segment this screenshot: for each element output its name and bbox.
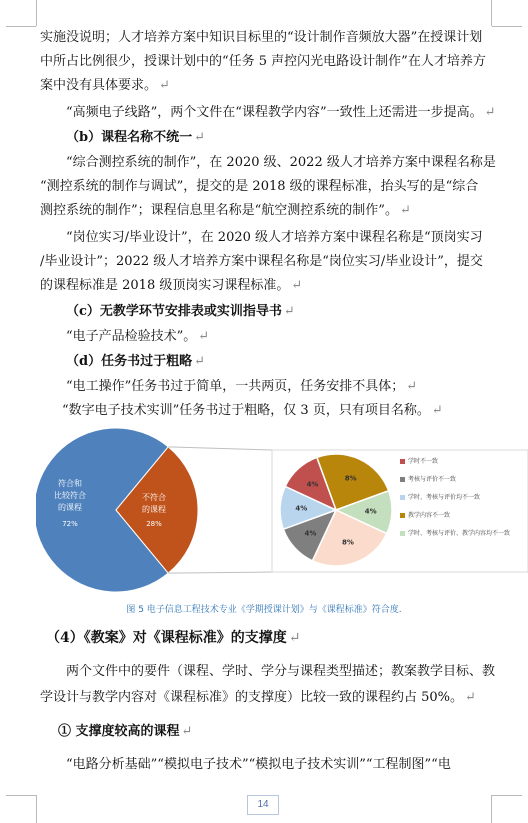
crop-mark-top-left-v	[36, 0, 37, 26]
figure-chart	[36, 426, 528, 596]
slice-value: 4%	[295, 504, 308, 513]
paragraph-line: 实施没说明；人才培养方案中知识目标里的“设计制作音频放大器”在授课计划	[40, 30, 483, 45]
section-heading	[40, 350, 492, 374]
legend-swatch	[400, 495, 405, 500]
paragraph-line: “岗位实习/毕业设计”，在 2020 级人才培养方案中课程名称是“顶岗实习	[66, 230, 483, 245]
slice-label: 的课程	[58, 503, 82, 512]
legend-swatch	[400, 459, 405, 464]
slice-label: 不符合	[142, 493, 166, 502]
paragraph-mark: ↵	[283, 304, 295, 319]
paragraph-mark: ↵	[194, 354, 205, 369]
legend-item	[400, 492, 480, 501]
heading-text: （4）《教案》对《课程标准》的支撑度	[46, 630, 287, 646]
paragraph-mark: ↵	[181, 724, 193, 739]
slice-value: 4%	[304, 529, 317, 538]
slice-value: 8%	[341, 538, 354, 547]
paragraph-mark: ↵	[198, 329, 210, 344]
paragraph-mark: ↵	[484, 105, 496, 120]
paragraph-line	[40, 101, 496, 125]
heading-text: （b）课程名称不统一	[66, 130, 193, 145]
page-number: 14	[247, 795, 279, 815]
connector-line	[168, 572, 272, 573]
figure-caption: 图 5 电子信息工程技术专业《学期授课计划》与《课程标准》符合度.	[126, 605, 402, 615]
paragraph-mark: ↵	[194, 130, 205, 145]
paragraph-line	[40, 74, 492, 98]
section-heading	[40, 300, 492, 324]
legend-label: 学时不一致	[408, 458, 439, 465]
legend-item	[400, 456, 438, 465]
paragraph-text: 学设计与教学内容对《课程标准》的支撑度）比较一致的课程约占 50%。	[40, 690, 464, 705]
heading-text: （d）任务书过于粗略	[66, 354, 193, 369]
paragraph-text: 的课程标准是 2018 级顶岗实习课程标准。	[40, 278, 290, 293]
paragraph-line	[62, 399, 514, 423]
legend-item	[400, 528, 510, 537]
legend-swatch	[400, 477, 405, 482]
paragraph-text: “高频电子线路”，两个文件在“课程教学内容”一致性上还需进一步提高。	[66, 105, 483, 120]
slice-value: 4%	[364, 507, 377, 516]
crop-mark-bottom-left-v	[36, 795, 37, 823]
slice-value: 28%	[146, 520, 162, 528]
section-heading	[58, 720, 510, 744]
legend-item	[400, 510, 450, 519]
crop-mark-bottom-left-h	[6, 795, 36, 796]
connector-line	[168, 447, 272, 450]
crop-mark-top-right-h	[492, 26, 522, 27]
heading-text: （c）无教学环节安排表或实训指导书	[66, 304, 282, 319]
legend-swatch	[400, 531, 405, 536]
paragraph-line: 中所占比例很少，授课计划中的“任务 5 声控闪光电路设计制作”在人才培养方	[40, 54, 486, 69]
slice-label: 比较符合	[54, 491, 86, 500]
crop-mark-top-left-h	[6, 26, 36, 27]
legend-label: 学时、考核与评价均不一致	[408, 494, 481, 501]
slice-value: 8%	[344, 474, 357, 483]
slice-value: 72%	[62, 520, 78, 528]
crop-mark-bottom-right-v	[491, 795, 492, 823]
slice-label: 符合和	[58, 479, 82, 488]
paragraph-mark: ↵	[159, 78, 170, 93]
paragraph-line: /毕业设计”；2022 级人才培养方案中课程名称是“岗位实习/毕业设计”，提交	[40, 254, 483, 269]
paragraph-text: 测控系统的制作”；课程信息里名称是“航空测控系统的制作”。	[40, 203, 398, 218]
heading-text: ① 支撑度较高的课程	[58, 724, 180, 739]
paragraph-line: 两个文件中的要件（课程、学时、学分与课程类型描述；教案教学目标、教	[66, 664, 496, 679]
paragraph-mark: ↵	[399, 203, 411, 218]
slice-value: 4%	[306, 480, 319, 489]
crop-mark-top-right-v	[491, 0, 492, 26]
legend-label: 学时、考核与评价、教学内容均不一致	[408, 530, 511, 537]
paragraph-line	[40, 686, 492, 710]
paragraph-line: “电路分析基础”“模拟电子技术”“模拟电子技术实训”“工程制图”“电	[66, 757, 451, 772]
paragraph-mark: ↵	[406, 379, 418, 394]
paragraph-text: 案中没有具体要求。	[40, 78, 158, 93]
paragraph-line: “综合测控系统的制作”，在 2020 级、2022 级人才培养方案中课程名称是	[66, 155, 496, 170]
paragraph-mark: ↵	[288, 630, 301, 646]
paragraph-line	[40, 274, 492, 298]
paragraph-mark: ↵	[291, 278, 303, 293]
slice-label: 的课程	[142, 505, 166, 514]
section-heading	[40, 126, 492, 150]
legend-item	[400, 474, 456, 483]
paragraph-text: “电子产品检验技术”。	[66, 329, 197, 344]
section-heading	[46, 626, 498, 650]
paragraph-text: “电工操作”任务书过于简单，一共两页，任务安排不具体；	[66, 379, 405, 394]
legend-swatch	[400, 513, 405, 518]
crop-mark-bottom-right-h	[492, 795, 522, 796]
paragraph-line: “测控系统的制作与调试”，提交的是 2018 级的课程标准，抬头写的是“综合	[40, 179, 479, 194]
paragraph-line	[40, 325, 492, 349]
paragraph-line	[40, 375, 492, 399]
paragraph-text: “数字电子技术实训”任务书过于粗略，仅 3 页，只有项目名称。	[62, 403, 430, 418]
legend-label: 考核与评价不一致	[408, 476, 457, 483]
legend-label: 教学内容不一致	[408, 512, 451, 519]
paragraph-line	[40, 199, 492, 223]
paragraph-mark: ↵	[431, 403, 443, 418]
pie-chart	[36, 426, 528, 596]
paragraph-mark: ↵	[465, 690, 476, 705]
